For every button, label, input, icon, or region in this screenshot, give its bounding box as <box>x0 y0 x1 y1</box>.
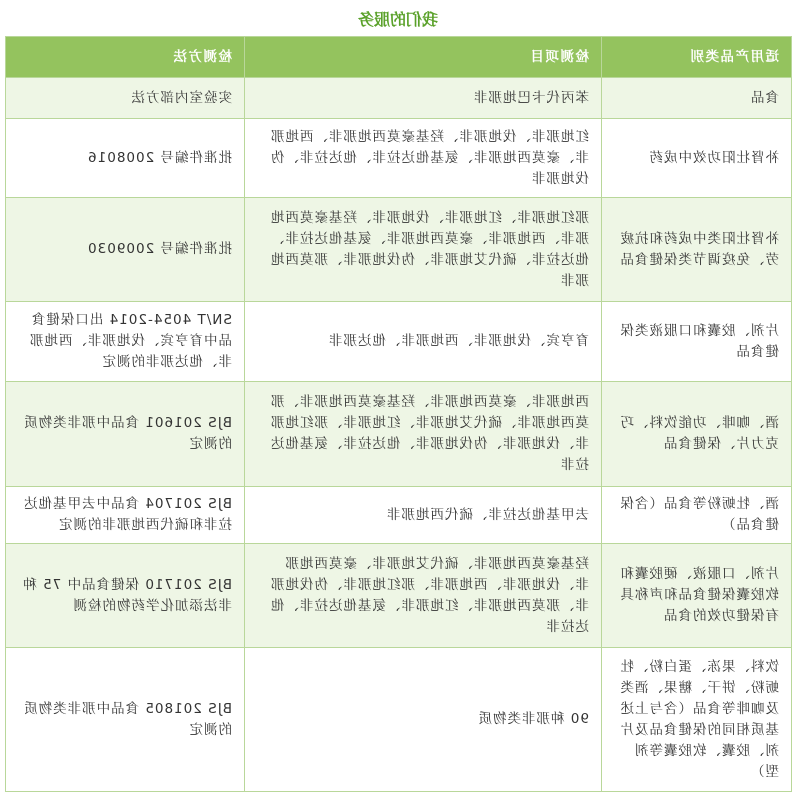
cell-category: 食品 <box>602 78 792 119</box>
cell-category: 饮料、果冻、蛋白粉、牡蛎粉、饼干、糖果、酒类及咖啡等食品（含与上述基质相同的保健食品及片剂、胶囊、软胶囊等剂型） <box>602 648 792 792</box>
cell-items: 苯丙代卡巴地那非 <box>245 78 602 119</box>
cell-category: 补肾壮阳类中成药和抗疲劳、免疫调节类保健食品 <box>602 198 792 302</box>
service-table <box>5 36 792 792</box>
table-row <box>6 544 792 648</box>
cell-method: BJS 201704 食品中去甲基他达拉非和硫代西地那非的测定 <box>6 487 245 544</box>
table-row <box>6 487 792 544</box>
cell-method: 实验室内部方法 <box>6 78 245 119</box>
cell-method: BJS 201710 保健食品中 75 种非法添加化学药物的检测 <box>6 544 245 648</box>
cell-method: SN/T 4054-2014 出口保健食品中育亨宾、伐地那非、西地那非、他达那非的测定 <box>6 302 245 382</box>
cell-method: 批准件编号 2008016 <box>6 119 245 198</box>
cell-items: 红地那非、伐地那非、羟基豪莫西地那非、西地那非、豪莫西地那非、氨基他达拉非、他达拉非、伪伐地那非 <box>245 119 602 198</box>
page-title: 我们的服务 <box>358 9 439 29</box>
cell-method: BJS 201601 食品中那非类物质的测定 <box>6 382 245 487</box>
table-row <box>6 78 792 119</box>
cell-category: 补肾壮阳功效中成药 <box>602 119 792 198</box>
cell-items: 那红地那非、红地那非、伐地那非、羟基豪莫西地那非、西地那非、豪莫西地那非、氨基他达拉非、他达拉非、硫代艾地那非、伪伐地那非、那莫西地那非 <box>245 198 602 302</box>
cell-items: 西地那非、豪莫西地那非、羟基豪莫西地那非、那莫西地那非、硫代艾地那非、红地那非、那红地那非、伐地那非、伪伐地那非、他达拉非、氨基他达拉非 <box>245 382 602 487</box>
table-header-row <box>6 37 792 78</box>
header-items: 检测项目 <box>245 37 602 78</box>
cell-category: 酒、牡蛎粉等食品（含保健食品） <box>602 487 792 544</box>
cell-items: 90 种那非类物质 <box>245 648 602 792</box>
cell-category: 酒、咖啡、功能饮料、巧克力片、保健食品 <box>602 382 792 487</box>
cell-items: 去甲基他达拉非、硫代西地那非 <box>245 487 602 544</box>
cell-method: 批准件编号 2009030 <box>6 198 245 302</box>
table-row <box>6 648 792 792</box>
table-row <box>6 119 792 198</box>
cell-items: 育亨宾、伐地那非、西地那非、他达那非 <box>245 302 602 382</box>
cell-items: 羟基豪莫西地那非、硫代艾地那非、豪莫西地那非、伐地那非、西地那非、那红地那非、伪伐地那非、那莫西地那非、红地那非、氨基他达拉非、他达拉非 <box>245 544 602 648</box>
table-row <box>6 382 792 487</box>
cell-category: 片剂、胶囊和口服液类保健食品 <box>602 302 792 382</box>
table-row <box>6 198 792 302</box>
table-row <box>6 302 792 382</box>
header-method: 检测方法 <box>6 37 245 78</box>
cell-method: BJS 201805 食品中那非类物质的测定 <box>6 648 245 792</box>
header-category: 适用产品类别 <box>602 37 792 78</box>
cell-category: 片剂、口服液、硬胶囊和软胶囊保健食品和声称具有保健功效的食品 <box>602 544 792 648</box>
